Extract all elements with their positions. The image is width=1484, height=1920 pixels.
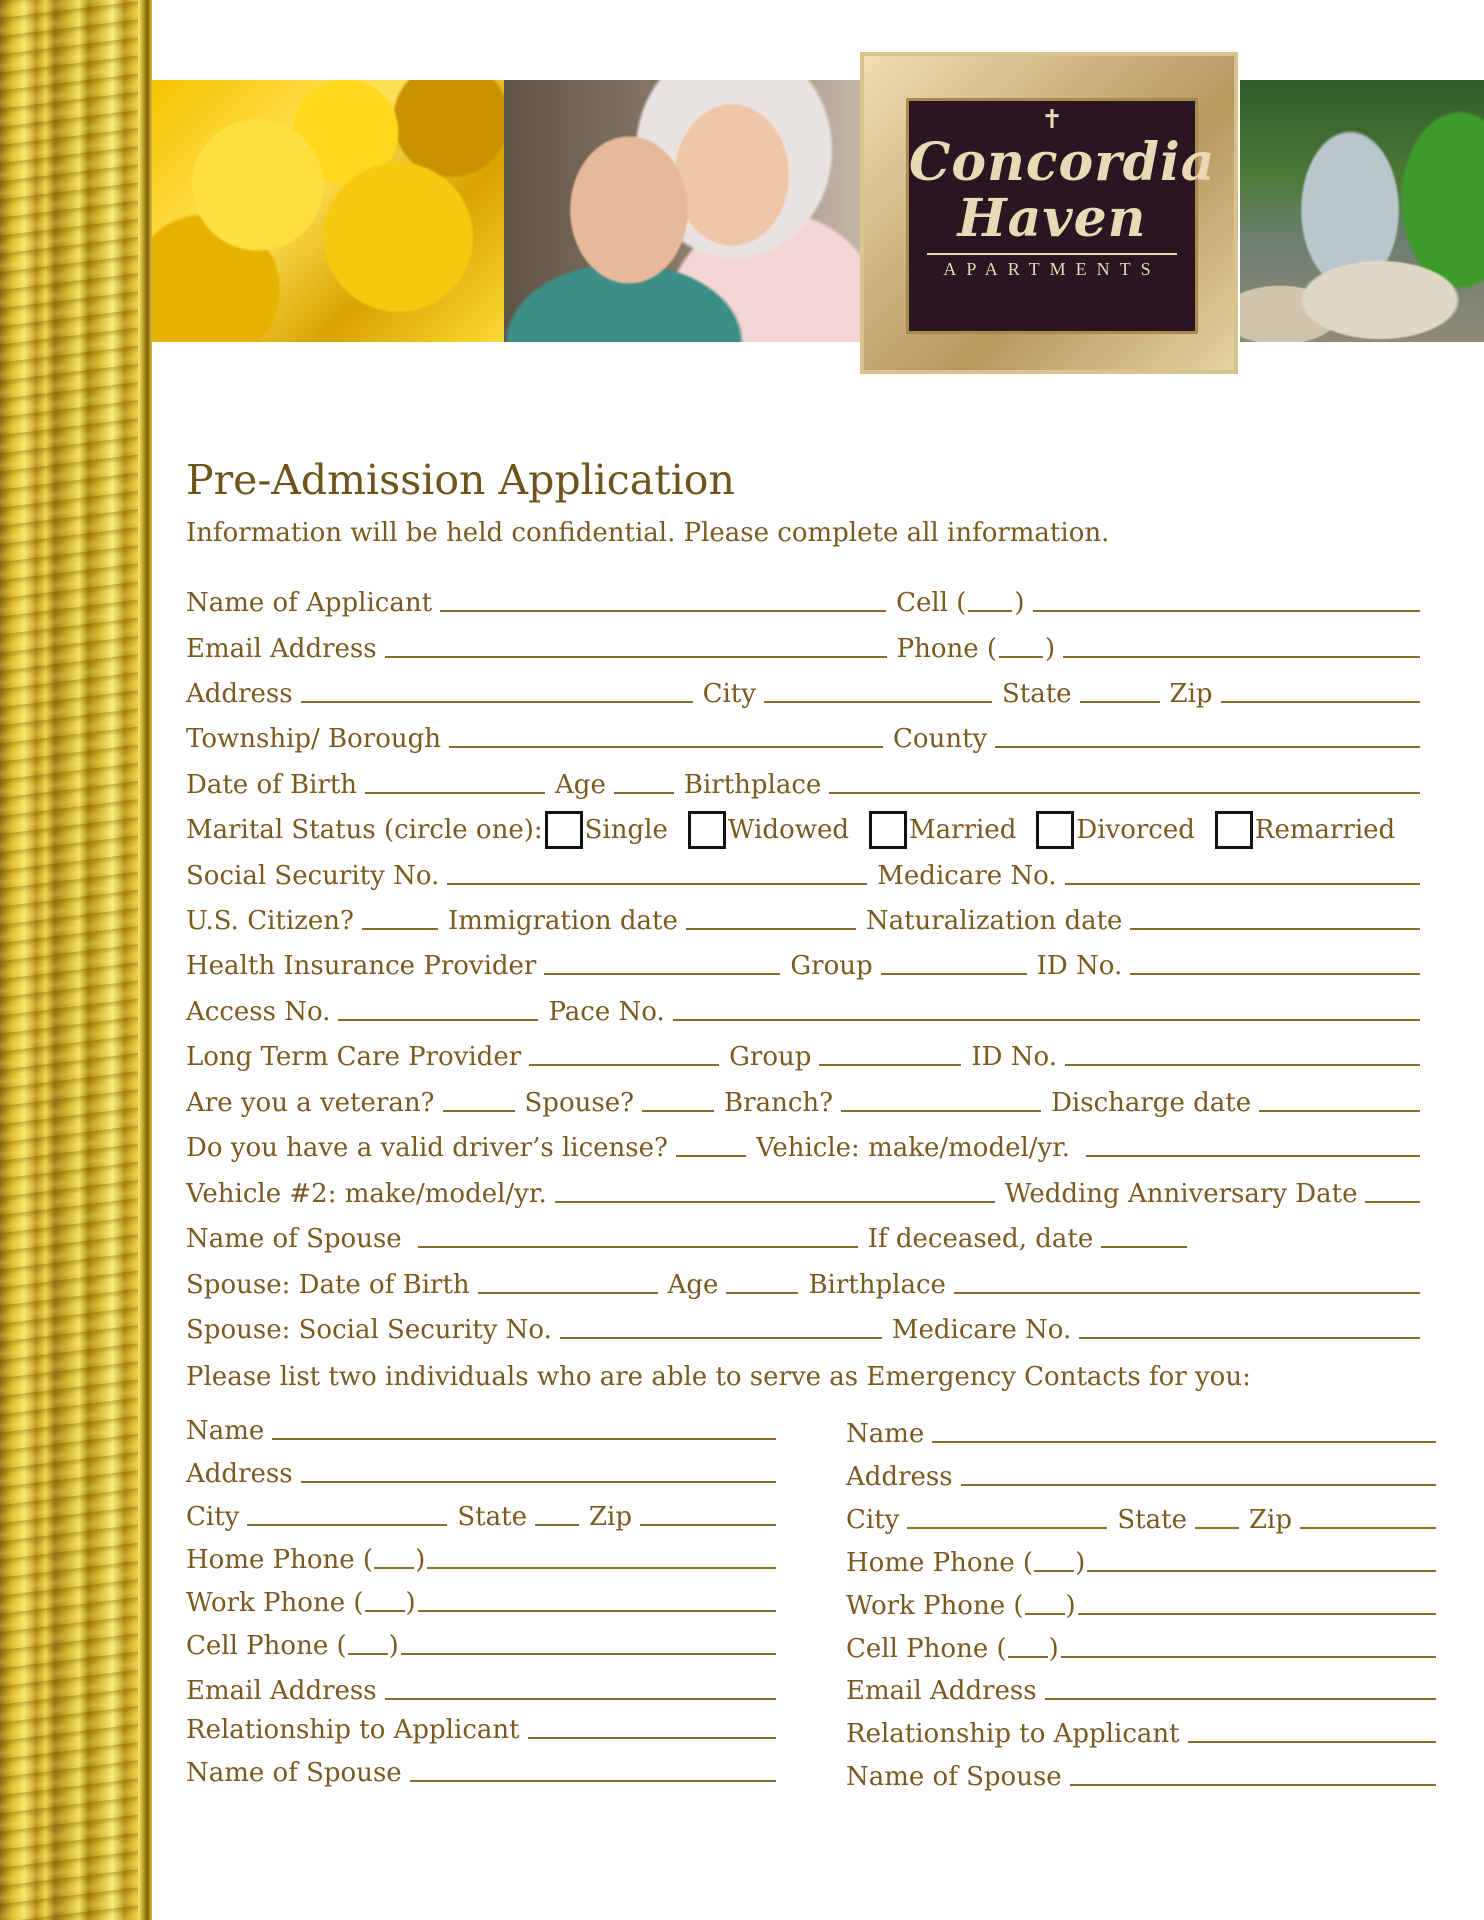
ec2-city-row bbox=[846, 1501, 1436, 1535]
ec1-field-relationship[interactable] bbox=[528, 1737, 776, 1739]
field-date-of-birth[interactable] bbox=[365, 792, 545, 794]
ec2-work-phone-row bbox=[846, 1587, 1436, 1621]
field-township-borough[interactable] bbox=[449, 746, 883, 748]
field-name-of-spouse[interactable] bbox=[418, 1246, 858, 1248]
ec2-field-work-phone[interactable] bbox=[1078, 1613, 1436, 1615]
ec1-field-name[interactable] bbox=[272, 1438, 776, 1440]
field-city[interactable] bbox=[764, 701, 992, 703]
field-immigration-date[interactable] bbox=[686, 928, 856, 930]
field-us-citizen[interactable] bbox=[362, 928, 438, 930]
logo-line-1: Concordia bbox=[909, 132, 1216, 193]
label-phone-paren: ) bbox=[1045, 634, 1056, 664]
field-medicare-no[interactable] bbox=[1065, 883, 1420, 885]
field-spouse-medicare-no[interactable] bbox=[1079, 1337, 1420, 1339]
ec1-relationship-row bbox=[186, 1711, 776, 1745]
option-divorced: Divorced bbox=[1076, 815, 1195, 845]
row-spouse-ssn bbox=[186, 1311, 1430, 1345]
row-spouse-dob bbox=[186, 1266, 1430, 1300]
field-ltc-id-no[interactable] bbox=[1065, 1064, 1420, 1066]
ec2-home-phone-paren: ) bbox=[1075, 1548, 1086, 1578]
label-immigration-date: Immigration date bbox=[447, 906, 678, 936]
checkbox-widowed[interactable] bbox=[688, 811, 726, 849]
row-drivers-license bbox=[186, 1129, 1430, 1163]
row-address bbox=[186, 675, 1430, 709]
ec2-spouse-row bbox=[846, 1758, 1436, 1792]
option-single: Single bbox=[584, 815, 668, 845]
ec2-field-cell-phone-area[interactable] bbox=[1008, 1656, 1048, 1658]
label-cell-paren: ) bbox=[1014, 588, 1025, 618]
ec1-field-address[interactable] bbox=[301, 1481, 776, 1483]
field-discharge-date[interactable] bbox=[1259, 1110, 1420, 1112]
ec2-field-address[interactable] bbox=[961, 1484, 1436, 1486]
label-marital-status: Marital Status (circle one): bbox=[186, 815, 543, 845]
ec2-relationship-row bbox=[846, 1715, 1436, 1749]
label-spouse-age: Age bbox=[667, 1270, 719, 1300]
label-medicare-no: Medicare No. bbox=[877, 861, 1057, 891]
ec1-name-row bbox=[186, 1412, 776, 1446]
row-applicant bbox=[186, 584, 1430, 618]
ec2-name-row bbox=[846, 1415, 1436, 1449]
label-wedding-anniversary-date: Wedding Anniversary Date bbox=[1004, 1179, 1358, 1209]
checkbox-married[interactable] bbox=[869, 811, 907, 849]
label-long-term-care-provider: Long Term Care Provider bbox=[186, 1042, 522, 1072]
label-drivers-license: Do you have a valid driver’s license? bbox=[186, 1133, 668, 1163]
ec1-label-zip: Zip bbox=[588, 1502, 632, 1532]
ec1-field-work-phone-area[interactable] bbox=[365, 1610, 405, 1612]
ec2-field-home-phone[interactable] bbox=[1087, 1570, 1436, 1572]
ec2-field-cell-phone[interactable] bbox=[1061, 1656, 1436, 1658]
label-if-deceased-date: If deceased, date bbox=[867, 1224, 1094, 1254]
label-address: Address bbox=[186, 679, 293, 709]
checkbox-remarried[interactable] bbox=[1215, 811, 1253, 849]
ec1-spouse-row bbox=[186, 1754, 776, 1788]
field-vehicle-2[interactable] bbox=[555, 1201, 995, 1203]
ec2-home-phone-row bbox=[846, 1544, 1436, 1578]
ec2-field-name[interactable] bbox=[932, 1441, 1436, 1443]
ec1-label-relationship: Relationship to Applicant bbox=[186, 1715, 520, 1745]
label-naturalization-date: Naturalization date bbox=[865, 906, 1123, 936]
field-spouse-social-security-no[interactable] bbox=[560, 1337, 882, 1339]
row-access bbox=[186, 993, 1430, 1027]
label-ltc-group: Group bbox=[729, 1042, 812, 1072]
yellow-leaves-photo bbox=[152, 80, 504, 342]
field-spouse-birthplace[interactable] bbox=[954, 1292, 1420, 1294]
field-id-no[interactable] bbox=[1130, 973, 1420, 975]
label-vehicle-2: Vehicle #2: make/model/yr. bbox=[186, 1179, 547, 1209]
field-phone-area-code[interactable] bbox=[999, 656, 1043, 658]
label-township-borough: Township/ Borough bbox=[186, 724, 442, 754]
ec1-label-name: Name bbox=[186, 1416, 265, 1446]
row-ssn bbox=[186, 857, 1430, 891]
field-age[interactable] bbox=[614, 792, 674, 794]
label-spouse-veteran: Spouse? bbox=[524, 1088, 635, 1118]
ec2-email-row bbox=[846, 1672, 1436, 1706]
ec2-label-city: City bbox=[846, 1505, 900, 1535]
field-wedding-anniversary-date[interactable] bbox=[1365, 1201, 1420, 1203]
ec1-label-state: State bbox=[457, 1502, 527, 1532]
label-cell: Cell ( bbox=[896, 588, 967, 618]
label-name-of-spouse: Name of Spouse bbox=[186, 1224, 402, 1254]
row-date-of-birth bbox=[186, 766, 1430, 800]
row-township bbox=[186, 720, 1430, 754]
ec1-field-zip[interactable] bbox=[640, 1524, 776, 1526]
label-county: County bbox=[893, 724, 988, 754]
cross-icon: ✝ bbox=[1041, 105, 1063, 135]
ec2-field-zip[interactable] bbox=[1300, 1527, 1436, 1529]
ec2-label-spouse: Name of Spouse bbox=[846, 1762, 1062, 1792]
ec1-email-row bbox=[186, 1672, 776, 1706]
ec2-field-relationship[interactable] bbox=[1188, 1741, 1436, 1743]
field-email-address[interactable] bbox=[385, 656, 887, 658]
ec2-label-address: Address bbox=[846, 1462, 953, 1492]
plaque-face bbox=[906, 98, 1216, 334]
logo-subtitle: APARTMENTS bbox=[927, 253, 1177, 280]
ec2-label-relationship: Relationship to Applicant bbox=[846, 1719, 1180, 1749]
option-widowed: Widowed bbox=[727, 815, 850, 845]
ec1-label-work-phone: Work Phone ( bbox=[186, 1588, 364, 1618]
field-vehicle[interactable] bbox=[1086, 1155, 1420, 1157]
field-naturalization-date[interactable] bbox=[1130, 928, 1420, 930]
ec1-field-city[interactable] bbox=[247, 1524, 447, 1526]
field-health-insurance-provider[interactable] bbox=[544, 973, 780, 975]
label-vehicle: Vehicle: make/model/yr. bbox=[755, 1133, 1071, 1163]
ec1-field-cell-phone-area[interactable] bbox=[348, 1653, 388, 1655]
row-long-term-care bbox=[186, 1038, 1430, 1072]
ec2-cell-phone-row bbox=[846, 1630, 1436, 1664]
ec1-address-row bbox=[186, 1455, 776, 1489]
ec1-home-phone-paren: ) bbox=[415, 1545, 426, 1575]
ec1-home-phone-row bbox=[186, 1541, 776, 1575]
field-drivers-license[interactable] bbox=[676, 1155, 746, 1157]
ec1-label-spouse: Name of Spouse bbox=[186, 1758, 402, 1788]
logo-line-2: Haven bbox=[957, 188, 1147, 249]
field-access-no[interactable] bbox=[338, 1019, 538, 1021]
ec1-field-email[interactable] bbox=[385, 1698, 776, 1700]
label-ltc-id-no: ID No. bbox=[971, 1042, 1057, 1072]
field-address[interactable] bbox=[301, 701, 693, 703]
ec1-city-row bbox=[186, 1498, 776, 1532]
ec1-label-cell-phone: Cell Phone ( bbox=[186, 1631, 347, 1661]
ec1-work-phone-row bbox=[186, 1584, 776, 1618]
field-county[interactable] bbox=[995, 746, 1420, 748]
field-branch[interactable] bbox=[841, 1110, 1041, 1112]
ec1-label-city: City bbox=[186, 1502, 240, 1532]
field-long-term-care-provider[interactable] bbox=[529, 1064, 719, 1066]
ec2-label-work-phone: Work Phone ( bbox=[846, 1591, 1024, 1621]
label-phone: Phone ( bbox=[896, 634, 998, 664]
ec1-field-work-phone[interactable] bbox=[418, 1610, 776, 1612]
ec2-field-home-phone-area[interactable] bbox=[1034, 1570, 1074, 1572]
label-spouse-date-of-birth: Spouse: Date of Birth bbox=[186, 1270, 470, 1300]
label-email-address: Email Address bbox=[186, 634, 377, 664]
ec2-field-work-phone-area[interactable] bbox=[1025, 1613, 1065, 1615]
concordia-haven-logo-plaque bbox=[860, 52, 1238, 374]
field-name-of-applicant[interactable] bbox=[440, 610, 886, 612]
row-citizenship bbox=[186, 902, 1430, 936]
ec2-label-state: State bbox=[1117, 1505, 1187, 1535]
label-pace-no: Pace No. bbox=[548, 997, 665, 1027]
ec2-label-name: Name bbox=[846, 1419, 925, 1449]
ec1-field-home-phone[interactable] bbox=[427, 1567, 776, 1569]
option-married: Married bbox=[909, 815, 1017, 845]
emergency-contacts-instruction: Please list two individuals who are able to serve as Emergency Contacts for you: bbox=[186, 1362, 1251, 1392]
row-veteran bbox=[186, 1084, 1430, 1118]
senior-couple-photo bbox=[504, 80, 860, 342]
ec2-field-city[interactable] bbox=[907, 1527, 1107, 1529]
label-branch: Branch? bbox=[724, 1088, 834, 1118]
field-phone[interactable] bbox=[1063, 656, 1420, 658]
ec2-field-state[interactable] bbox=[1195, 1527, 1239, 1529]
label-discharge-date: Discharge date bbox=[1051, 1088, 1252, 1118]
page-title: Pre-Admission Application bbox=[186, 456, 735, 504]
label-date-of-birth: Date of Birth bbox=[186, 770, 358, 800]
label-spouse-social-security-no: Spouse: Social Security No. bbox=[186, 1315, 552, 1345]
field-cell-area-code[interactable] bbox=[968, 610, 1012, 612]
row-spouse-name bbox=[186, 1220, 1430, 1254]
ec2-label-cell-phone: Cell Phone ( bbox=[846, 1634, 1007, 1664]
field-state[interactable] bbox=[1080, 701, 1160, 703]
field-spouse-date-of-birth[interactable] bbox=[478, 1292, 658, 1294]
label-birthplace: Birthplace bbox=[683, 770, 822, 800]
gold-frame-edge bbox=[138, 0, 152, 1920]
label-group: Group bbox=[790, 951, 873, 981]
ec1-field-spouse[interactable] bbox=[410, 1780, 776, 1782]
label-health-insurance-provider: Health Insurance Provider bbox=[186, 951, 537, 981]
field-birthplace[interactable] bbox=[829, 792, 1420, 794]
waterfall-photo bbox=[1240, 80, 1484, 342]
field-pace-no[interactable] bbox=[673, 1019, 1420, 1021]
row-health-insurance bbox=[186, 947, 1430, 981]
ec2-label-zip: Zip bbox=[1248, 1505, 1292, 1535]
ec1-cell-phone-row bbox=[186, 1627, 776, 1661]
ec2-cell-phone-paren: ) bbox=[1048, 1634, 1059, 1664]
checkbox-single[interactable] bbox=[545, 811, 583, 849]
label-city: City bbox=[702, 679, 756, 709]
page-subtitle: Information will be held confidential. Please complete all information. bbox=[186, 518, 1110, 548]
label-spouse-birthplace: Birthplace bbox=[808, 1270, 946, 1300]
gold-frame-border bbox=[0, 0, 152, 1920]
field-veteran[interactable] bbox=[443, 1110, 515, 1112]
label-veteran: Are you a veteran? bbox=[186, 1088, 435, 1118]
field-if-deceased-date[interactable] bbox=[1101, 1246, 1187, 1248]
label-zip: Zip bbox=[1169, 679, 1213, 709]
label-social-security-no: Social Security No. bbox=[186, 861, 440, 891]
ec1-field-cell-phone[interactable] bbox=[401, 1653, 776, 1655]
ec1-cell-phone-paren: ) bbox=[388, 1631, 399, 1661]
ec2-field-email[interactable] bbox=[1045, 1698, 1436, 1700]
ec1-field-state[interactable] bbox=[535, 1524, 579, 1526]
label-state: State bbox=[1001, 679, 1072, 709]
ec2-work-phone-paren: ) bbox=[1065, 1591, 1076, 1621]
label-us-citizen: U.S. Citizen? bbox=[186, 906, 354, 936]
ec1-label-email: Email Address bbox=[186, 1676, 377, 1706]
checkbox-divorced[interactable] bbox=[1036, 811, 1074, 849]
field-cell[interactable] bbox=[1033, 610, 1420, 612]
ec1-work-phone-paren: ) bbox=[405, 1588, 416, 1618]
field-group[interactable] bbox=[881, 973, 1027, 975]
field-spouse-veteran[interactable] bbox=[642, 1110, 714, 1112]
label-access-no: Access No. bbox=[186, 997, 331, 1027]
row-vehicle-2 bbox=[186, 1175, 1430, 1209]
field-zip[interactable] bbox=[1221, 701, 1420, 703]
ec2-label-home-phone: Home Phone ( bbox=[846, 1548, 1034, 1578]
label-age: Age bbox=[555, 770, 606, 800]
field-ltc-group[interactable] bbox=[819, 1064, 961, 1066]
row-email bbox=[186, 630, 1430, 664]
label-id-no: ID No. bbox=[1036, 951, 1123, 981]
ec2-address-row bbox=[846, 1458, 1436, 1492]
field-spouse-age[interactable] bbox=[726, 1292, 798, 1294]
ec2-label-email: Email Address bbox=[846, 1676, 1037, 1706]
label-name-of-applicant: Name of Applicant bbox=[186, 588, 433, 618]
label-spouse-medicare-no: Medicare No. bbox=[891, 1315, 1072, 1345]
ec2-field-spouse[interactable] bbox=[1070, 1784, 1436, 1786]
option-remarried: Remarried bbox=[1254, 815, 1396, 845]
field-social-security-no[interactable] bbox=[447, 883, 867, 885]
ec1-field-home-phone-area[interactable] bbox=[374, 1567, 414, 1569]
ec1-label-address: Address bbox=[186, 1459, 293, 1489]
row-marital-status bbox=[186, 811, 1430, 845]
ec1-label-home-phone: Home Phone ( bbox=[186, 1545, 374, 1575]
